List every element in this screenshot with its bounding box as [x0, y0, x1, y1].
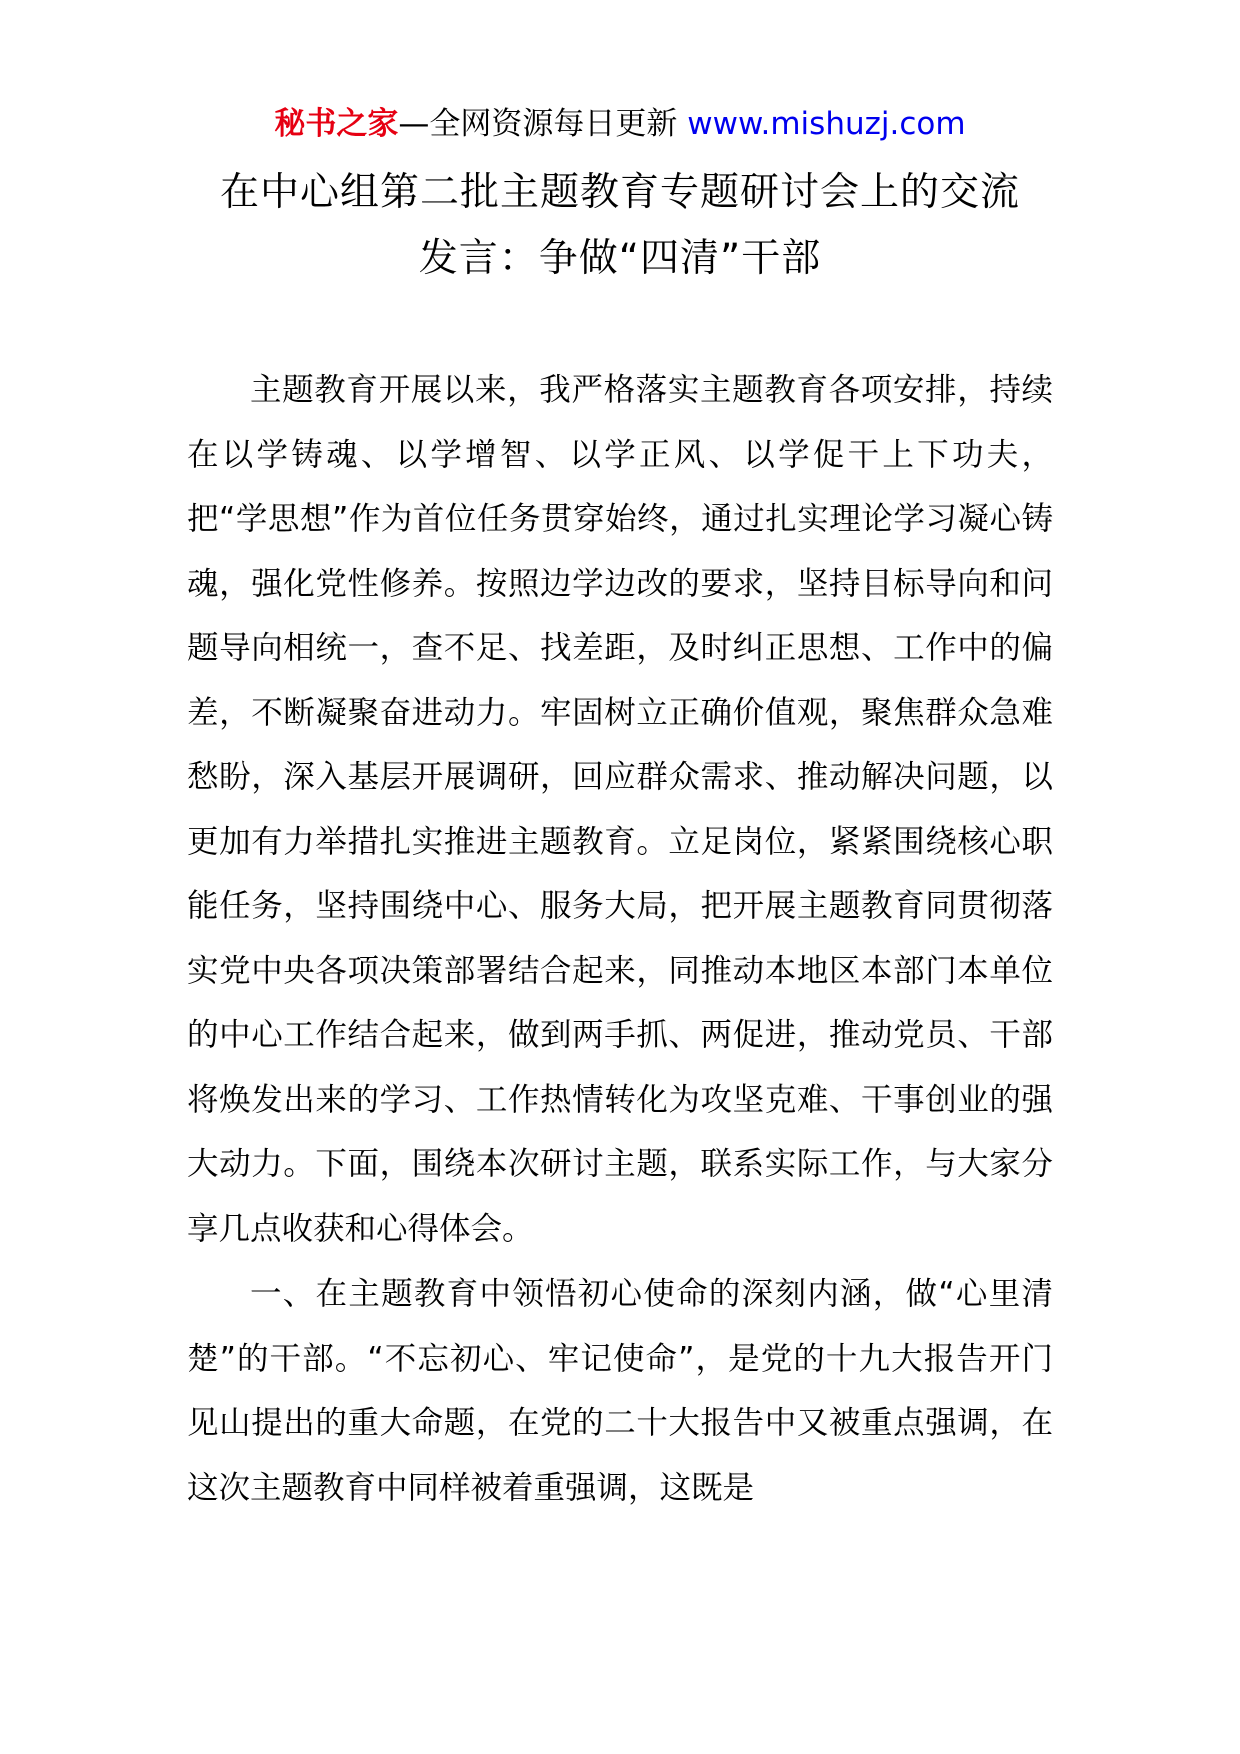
document-body [187, 358, 1053, 1520]
source-header [0, 100, 1240, 148]
paragraph-section-1: 一、在主题教育中领悟初心使命的深刻内涵，做“心里清楚”的干部。“不忘初心、牢记使命”，是党的十九大报告开门见山提出的重大命题，在党的二十大报告中又被重点强调，在这次主题教育中同样被着重强调，这既是 [187, 1276, 1053, 1506]
brand-name: 秘书之家 [274, 106, 399, 142]
title-line-1: 在中心组第二批主题教育专题研讨会上的交流 [219, 170, 1020, 215]
paragraph-intro: 主题教育开展以来，我严格落实主题教育各项安排，持续在以学铸魂、以学增智、以学正风、以学促干上下功夫，把“学思想”作为首位任务贯穿始终，通过扎实理论学习凝心铸魂，强化党性修养。按照边学边改的要求，坚持目标导向和问题导向相统一，查不足、找差距，及时纠正思想、工作中的偏差，不断凝聚奋进动力。牢固树立正确价值观，聚焦群众急难愁盼，深入基层开展调研，回应群众需求、推动解决问题，以更加有力举措扎实推进主题教育。立足岗位，紧紧围绕核心职能任务，坚持围绕中心、服务大局，把开展主题教育同贯彻落实党中央各项决策部署结合起来，同推动本地区本部门本单位的中心工作结合起来，做到两手抓、两促进，推动党员、干部将焕发出来的学习、工作热情转化为攻坚克难、干事创业的强大动力。下面，围绕本次研讨主题，联系实际工作，与大家分享几点收获和心得体会。 [187, 372, 1053, 1247]
website-link[interactable]: www.mishuzj.com [687, 106, 966, 142]
title-line-2: 发言：争做“四清”干部 [418, 236, 822, 281]
document-title [100, 160, 1140, 292]
header-tagline: —全网资源每日更新 [398, 106, 688, 142]
